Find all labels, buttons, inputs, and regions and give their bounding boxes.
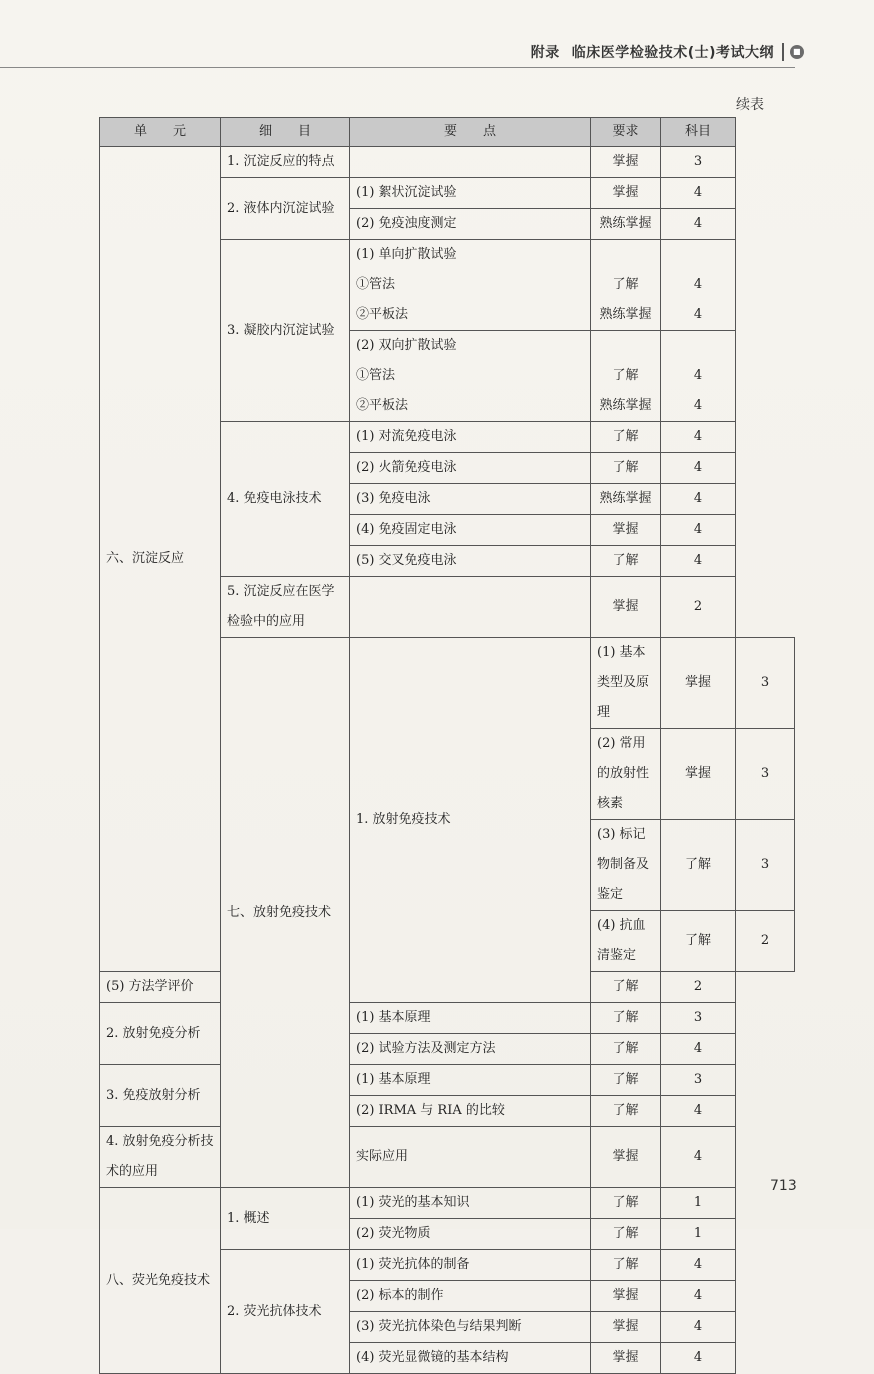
point-cell: (1) 基本原理 (350, 1003, 591, 1034)
page-number: 713 (770, 1178, 797, 1194)
item-cell: 3. 凝胶内沉淀试验 (221, 240, 350, 422)
point-cell: (1) 基本类型及原理 (591, 638, 661, 729)
point-cell: (1) 荧光抗体的制备 (350, 1250, 591, 1281)
requirement-cell: 掌握 (661, 729, 736, 820)
requirement-cell: 了解 (591, 1003, 661, 1034)
subject-line: 4 (693, 307, 703, 322)
requirement-cell: 掌握 (661, 638, 736, 729)
subject-cell: 4 (661, 515, 736, 546)
point-cell (350, 147, 591, 178)
subject-cell: 3 (736, 638, 795, 729)
exam-outline-table (99, 117, 795, 1374)
unit-cell: 六、沉淀反应 (100, 147, 221, 972)
subject-cell: 4 (661, 546, 736, 577)
chapter-badge-icon: ■ (790, 45, 804, 59)
point-cell: (2) 标本的制作 (350, 1281, 591, 1312)
subject-line: 4 (693, 398, 703, 413)
requirement-cell: 了解 (591, 546, 661, 577)
subject-cell: 3 (736, 820, 795, 911)
item-cell: 1. 放射免疫技术 (350, 638, 591, 1003)
subject-cell: 3 (661, 1065, 736, 1096)
requirement-cell: 了解 (661, 820, 736, 911)
subject-cell-group (661, 240, 736, 331)
requirement-line: 熟练掌握 (599, 307, 652, 322)
requirement-cell: 掌握 (591, 1281, 661, 1312)
point-cell: (5) 交叉免疫电泳 (350, 546, 591, 577)
requirement-cell: 掌握 (591, 1343, 661, 1374)
point-cell: (2) 试验方法及测定方法 (350, 1034, 591, 1065)
point-cell: 实际应用 (350, 1127, 591, 1188)
running-head-divider (782, 43, 784, 61)
unit-cell: 八、荧光免疫技术 (100, 1188, 221, 1374)
table-row (100, 147, 795, 178)
point-cell-group (350, 331, 591, 422)
col-header-subject: 科目 (661, 118, 736, 147)
col-header-point: 要 点 (350, 118, 591, 147)
requirement-cell: 掌握 (591, 147, 661, 178)
item-cell: 4. 放射免疫分析技术的应用 (100, 1127, 221, 1188)
subject-cell: 3 (661, 1003, 736, 1034)
requirement-cell: 了解 (591, 1219, 661, 1250)
requirement-cell: 了解 (591, 972, 661, 1003)
table-row (100, 1127, 795, 1188)
requirement-line: 了解 (612, 277, 639, 292)
point-line: (2) 双向扩散试验 (356, 338, 457, 353)
subject-line: 4 (693, 277, 703, 292)
requirement-cell: 了解 (661, 911, 736, 972)
requirement-cell: 掌握 (591, 178, 661, 209)
point-cell (350, 577, 591, 638)
subject-cell: 4 (661, 1281, 736, 1312)
unit-cell: 七、放射免疫技术 (221, 638, 350, 1188)
requirement-cell: 熟练掌握 (591, 484, 661, 515)
subject-cell: 4 (661, 209, 736, 240)
continued-label: 续表 (736, 97, 764, 113)
table-row (100, 1188, 795, 1219)
point-cell: (2) IRMA 与 RIA 的比较 (350, 1096, 591, 1127)
item-cell: 1. 沉淀反应的特点 (221, 147, 350, 178)
subject-cell: 4 (661, 1034, 736, 1065)
point-line: ①管法 (356, 277, 396, 292)
point-line: ②平板法 (356, 398, 409, 413)
point-cell: (1) 絮状沉淀试验 (350, 178, 591, 209)
subject-cell: 4 (661, 1250, 736, 1281)
table-header-row (100, 118, 795, 147)
requirement-cell: 掌握 (591, 1312, 661, 1343)
requirement-line: 了解 (612, 368, 639, 383)
point-cell-group (350, 240, 591, 331)
point-cell: (2) 常用的放射性核素 (591, 729, 661, 820)
requirement-cell: 熟练掌握 (591, 209, 661, 240)
subject-cell: 2 (661, 972, 736, 1003)
requirement-cell: 掌握 (591, 515, 661, 546)
item-cell: 2. 放射免疫分析 (100, 1003, 221, 1065)
requirement-cell-group (591, 331, 661, 422)
subject-cell: 2 (661, 577, 736, 638)
col-header-item: 细 目 (221, 118, 350, 147)
point-line: ②平板法 (356, 307, 409, 322)
subject-cell: 3 (736, 729, 795, 820)
point-cell: (2) 免疫浊度测定 (350, 209, 591, 240)
requirement-cell: 了解 (591, 1096, 661, 1127)
subject-cell: 2 (736, 911, 795, 972)
point-cell: (5) 方法学评价 (100, 972, 221, 1003)
table-row (100, 1003, 795, 1034)
point-cell: (1) 对流免疫电泳 (350, 422, 591, 453)
point-cell: (1) 基本原理 (350, 1065, 591, 1096)
item-cell: 1. 概述 (221, 1188, 350, 1250)
requirement-cell: 了解 (591, 1250, 661, 1281)
point-cell: (2) 荧光物质 (350, 1219, 591, 1250)
table-row (100, 1065, 795, 1096)
subject-cell: 4 (661, 1127, 736, 1188)
point-cell: (3) 标记物制备及鉴定 (591, 820, 661, 911)
point-cell: (4) 免疫固定电泳 (350, 515, 591, 546)
requirement-cell: 了解 (591, 422, 661, 453)
subject-cell-group (661, 331, 736, 422)
item-cell: 5. 沉淀反应在医学检验中的应用 (221, 577, 350, 638)
point-cell: (4) 抗血清鉴定 (591, 911, 661, 972)
point-cell: (3) 荧光抗体染色与结果判断 (350, 1312, 591, 1343)
item-cell: 2. 液体内沉淀试验 (221, 178, 350, 240)
subject-cell: 4 (661, 484, 736, 515)
subject-cell: 4 (661, 1096, 736, 1127)
point-line: (1) 单向扩散试验 (356, 247, 457, 262)
col-header-unit: 单 元 (100, 118, 221, 147)
header-rule (0, 67, 795, 68)
running-head (531, 42, 804, 62)
running-head-section: 附录 (530, 45, 560, 61)
subject-cell: 3 (661, 147, 736, 178)
requirement-cell: 了解 (591, 1188, 661, 1219)
subject-cell: 4 (661, 1343, 736, 1374)
requirement-cell: 了解 (591, 1065, 661, 1096)
subject-cell: 4 (661, 178, 736, 209)
subject-cell: 4 (661, 453, 736, 484)
item-cell: 4. 免疫电泳技术 (221, 422, 350, 577)
requirement-line: 熟练掌握 (599, 398, 652, 413)
subject-cell: 4 (661, 1312, 736, 1343)
subject-cell: 4 (661, 422, 736, 453)
requirement-cell: 掌握 (591, 1127, 661, 1188)
col-header-requirement: 要求 (591, 118, 661, 147)
requirement-cell: 了解 (591, 1034, 661, 1065)
subject-cell: 1 (661, 1219, 736, 1250)
requirement-cell-group (591, 240, 661, 331)
point-cell: (4) 荧光显微镜的基本结构 (350, 1343, 591, 1374)
requirement-cell: 掌握 (591, 577, 661, 638)
point-cell: (1) 荧光的基本知识 (350, 1188, 591, 1219)
point-cell: (3) 免疫电泳 (350, 484, 591, 515)
item-cell: 2. 荧光抗体技术 (221, 1250, 350, 1374)
requirement-cell: 了解 (591, 453, 661, 484)
point-cell: (2) 火箭免疫电泳 (350, 453, 591, 484)
running-head-title: 临床医学检验技术(士)考试大纲 (571, 45, 774, 61)
point-line: ①管法 (356, 368, 396, 383)
subject-cell: 1 (661, 1188, 736, 1219)
subject-line: 4 (693, 368, 703, 383)
item-cell: 3. 免疫放射分析 (100, 1065, 221, 1127)
